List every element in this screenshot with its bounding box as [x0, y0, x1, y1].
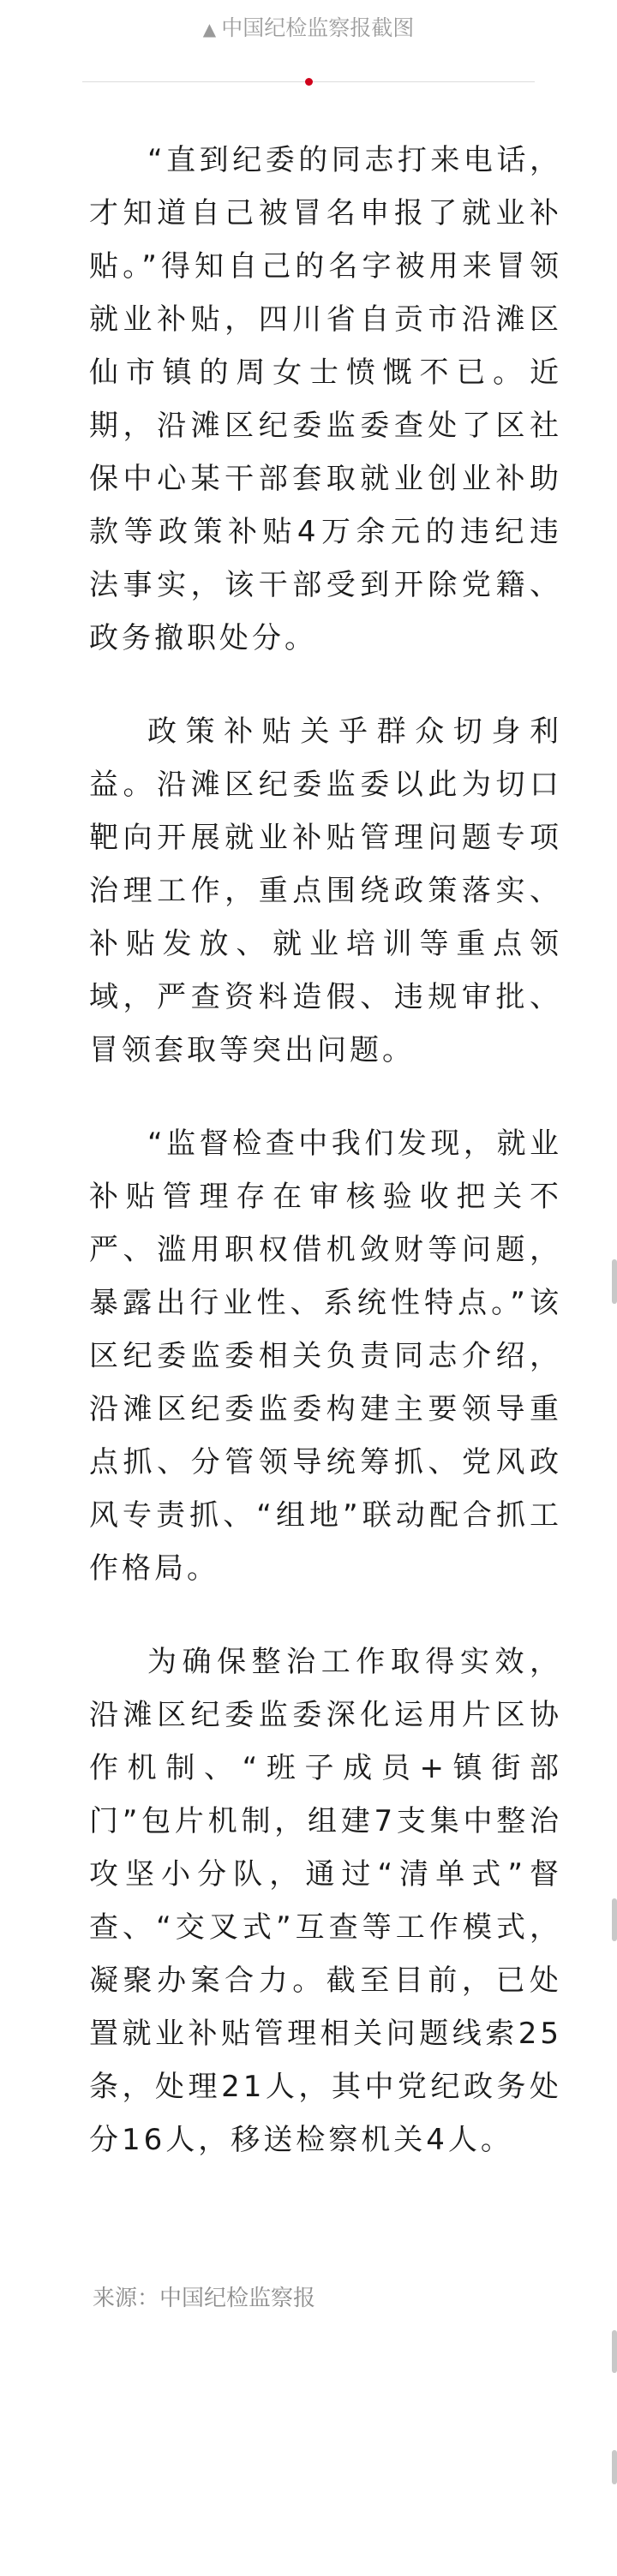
- source-credit: 来源：中国纪检监察报: [93, 2286, 316, 2311]
- article-paragraph: 政策补贴关乎群众切身利益。沿滩区纪委监委以此为切口靶向开展就业补贴管理问题专项治理工作，重点围绕政策落实、补贴发放、就业培训等重点领域，严查资料造假、违规审批、冒领套取等突出问题。: [89, 714, 562, 1067]
- article-paragraph: “监督检查中我们发现，就业补贴管理存在审核验收把关不严、滥用职权借机敛财等问题，暴露出行业性、系统性特点。”该区纪委监委相关负责同志介绍，沿滩区纪委监委构建主要领导重点抓、分管领导统筹抓、党风政风专责抓、“组地”联动配合抓工作格局。: [89, 1127, 562, 1586]
- article-paragraph: “直到纪委的同志打来电话，才知道自己被冒名申报了就业补贴。”得知自己的名字被用来冒领就业补贴，四川省自贡市沿滩区仙市镇的周女士愤慨不已。近期，沿滩区纪委监委查处了区社保中心某干部套取就业创业补助款等政策补贴4万余元的违纪违法事实，该干部受到开除党籍、政务撤职处分。: [89, 143, 562, 655]
- section-divider: [82, 74, 535, 91]
- image-caption: [0, 0, 617, 48]
- triangle-up-icon: ▲: [202, 19, 217, 39]
- article-paragraph: 为确保整治工作取得实效，沿滩区纪委监委深化运用片区协作机制、“班子成员+镇街部门”包片机制，组建7支集中整治攻坚小分队，通过“清单式”督查、“交叉式”互查等工作模式，凝聚办案合力。截至目前，已处置就业补贴管理相关问题线索25条，处理21人，其中党纪政务处分16人，移送检察机关4人。: [89, 1645, 562, 2157]
- caption-text: 中国纪检监察报截图: [221, 15, 415, 40]
- article-body: [0, 134, 617, 2167]
- scrollbar-thumb[interactable]: [612, 2330, 617, 2373]
- scrollbar-thumb[interactable]: [612, 1259, 617, 1304]
- divider-dot: [305, 78, 313, 86]
- scrollbar-thumb[interactable]: [612, 2450, 617, 2484]
- scrollbar-thumb[interactable]: [612, 1898, 617, 1941]
